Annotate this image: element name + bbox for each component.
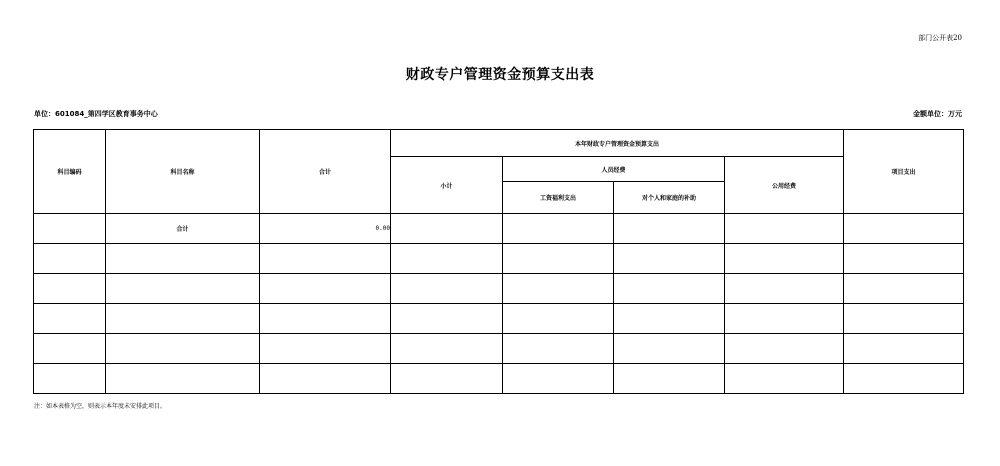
col-header-code: 科目编码: [34, 130, 106, 214]
cell-code: [34, 214, 106, 244]
col-header-wages: 工资福利支出: [503, 182, 614, 214]
header-row-1: [34, 130, 964, 157]
col-header-subtotal: 小计: [391, 157, 503, 214]
table-row: [34, 334, 964, 364]
form-number: 部门公开表20: [918, 34, 962, 42]
cell-wages: [503, 214, 614, 244]
footnote: 注：如本表格为空，则表示本年度未安排此项目。: [34, 403, 167, 410]
table-row: [34, 304, 964, 334]
cell-total-value: 0.00: [260, 214, 391, 244]
budget-table: [33, 129, 964, 394]
col-header-current-year: 本年财政专户管理资金预算支出: [391, 130, 844, 157]
cell-project: [844, 214, 964, 244]
unit-label: 单位：601084_第四学区教育事务中心: [34, 110, 158, 118]
col-header-personnel: 人员经费: [503, 157, 725, 182]
cell-subtotal: [391, 214, 503, 244]
table-row: [34, 364, 964, 394]
table-row: [34, 274, 964, 304]
page-title: 财政专户管理资金预算支出表: [405, 67, 595, 83]
table-row-total: [34, 214, 964, 244]
col-header-public: 公用经费: [725, 157, 844, 214]
col-header-project: 项目支出: [844, 130, 964, 214]
col-header-name: 科目名称: [106, 130, 260, 214]
col-header-total: 合计: [260, 130, 391, 214]
table-row: [34, 244, 964, 274]
col-header-subsidy: 对个人和家庭的补助: [614, 182, 725, 214]
cell-name-total: 合计: [106, 214, 260, 244]
cell-public: [725, 214, 844, 244]
cell-subsidy: [614, 214, 725, 244]
amount-unit-label: 金额单位：万元: [913, 110, 962, 118]
